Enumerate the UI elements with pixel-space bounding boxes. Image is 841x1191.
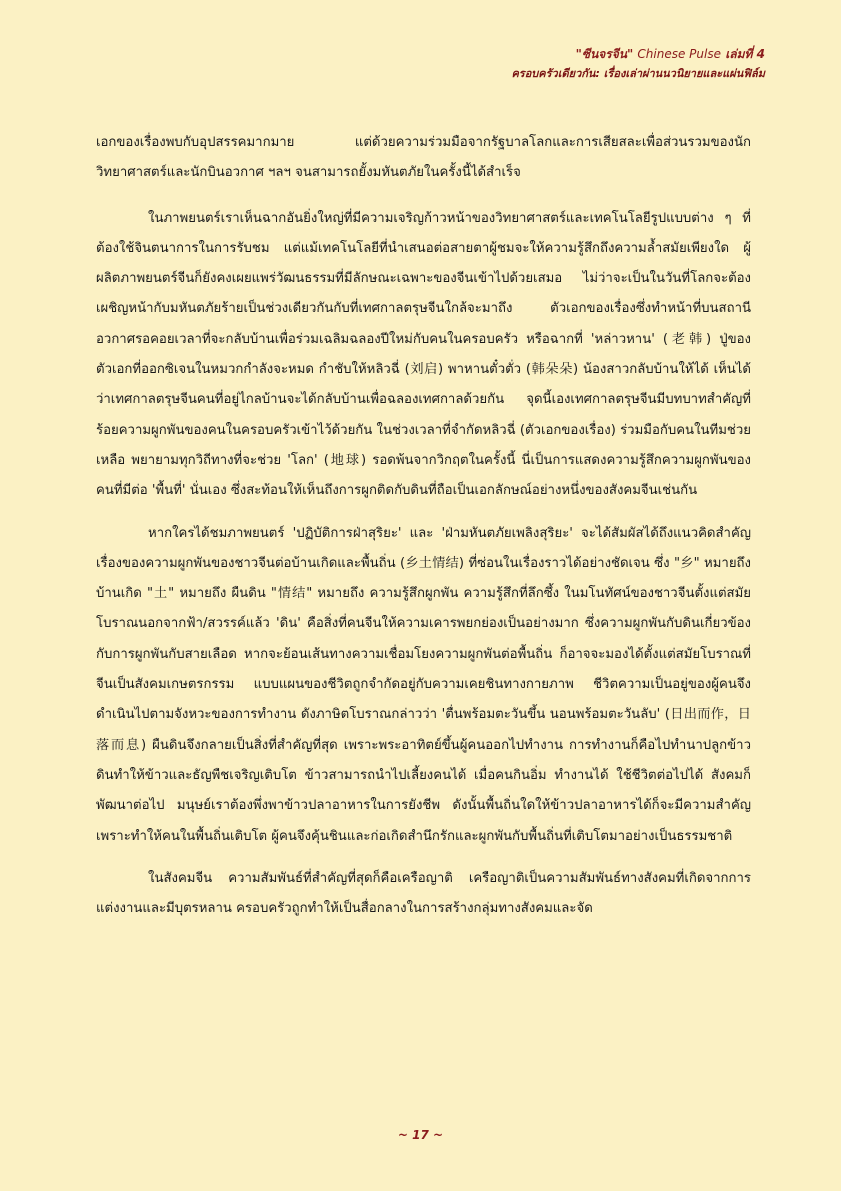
header-volume: เล่มที่ 4 [725,47,765,61]
paragraph-1: เอกของเรื่องพบกับอุปสรรคมากมาย แต่ด้วยความร่วมมือจากรัฐบาลโลกและการเสียสละเพื่อส่วนรวมของนักวิทยาศาสตร์และนักบินอวกาศ ฯลฯ จนสามารถยั้งมหันตภัยในครั้งนี้ได้สำเร็จ [96,135,751,181]
body-text [96,128,751,936]
running-header [511,44,765,84]
paragraph-3: หากใครได้ชมภาพยนตร์ 'ปฏิบัติการฝ่าสุริยะ' และ 'ฝ่ามหันตภัยเพลิงสุริยะ' จะได้สัมผัสได้ถึงแนวคิดสำคัญเรื่องของความผูกพันของชาวจีนต่อบ้านเกิดและพื้นถิ่น (乡土情结) ที่ซ่อนในเรื่องราวได้อย่างชัดเจน ซึ่ง "乡" หมายถึง บ้านเกิด "土" หมายถึง ผืนดิน "情结" หมายถึง ความรู้สึกผูกพัน ความรู้สึกที่ลึกซึ้ง ในมโนทัศน์ของชาวจีนตั้งแต่สมัยโบราณนอกจากฟ้า/สวรรค์แล้ว 'ดิน' คือสิ่งที่คนจีนให้ความเคารพยกย่องเป็นอย่างมาก ซึ่งความผูกพันกับดินเกี่ยวข้องกับการผูกพันกับสายเลือด หากจะย้อนเส้นทางความเชื่อมโยงความผูกพันต่อพื้นถิ่น ก็อาจจะมองได้ตั้งแต่สมัยโบราณที่จีนเป็นสังคมเกษตรกรรม แบบแผนของชีวิตถูกจำกัดอยู่กับความเคยชินทางกายภาพ ชีวิตความเป็นอยู่ของผู้คนจึงดำเนินไปตามจังหวะของการทำงาน ดังภาษิตโบราณกล่าวว่า 'ตื่นพร้อมตะวันขึ้น นอนพร้อมตะวันลับ' (日出而作，日落而息) ผืนดินจึงกลายเป็นสิ่งที่สำคัญที่สุด เพราะพระอาทิตย์ขึ้นผู้คนออกไปทำงาน การทำงานก็คือไปทำนาปลูกข้าว ดินทำให้ข้าวและธัญพืชเจริญเติบโต ข้าวสามารถนำไปเลี้ยงคนได้ เมื่อคนกินอิ่ม ทำงานได้ ใช้ชีวิตต่อไปได้ สังคมก็พัฒนาต่อไป มนุษย์เราต้องพึ่งพาข้าวปลาอาหารในการยังชีพ ดังนั้นพื้นถิ่นใดให้ข้าวปลาอาหารได้ก็จะมีความสำคัญ เพราะทำให้คนในพื้นถิ่นเติบโต ผู้คนจึงคุ้นชินและก่อเกิดสำนึกรักและผูกพันกับพื้นถิ่นที่เติบโตมาอย่างเป็นธรรมชาติ [96,525,751,844]
header-subtitle: ครอบครัวเดียวกัน: เรื่องเล่าผ่านนวนิยายและแผ่นฟิล์ม [511,67,765,80]
header-series-line [511,44,765,64]
header-series: "ซีนจรจีน" [575,47,634,61]
page-number: ~ 17 ~ [397,1128,444,1142]
paragraph-2: ในภาพยนตร์เราเห็นฉากอันยิ่งใหญ่ที่มีความเจริญก้าวหน้าของวิทยาศาสตร์และเทคโนโลยีรูปแบบต่าง ๆ ที่ต้องใช้จินตนาการในการรับชม แต่แม้เทคโนโลยีที่นำเสนอต่อสายตาผู้ชมจะให้ความรู้สึกถึงความล้ำสมัยเพียงใด ผู้ผลิตภาพยนตร์จีนก็ยังคงเผยแพร่วัฒนธรรมที่มีลักษณะเฉพาะของจีนเข้าไปด้วยเสมอ ไม่ว่าจะเป็นในวันที่โลกจะต้องเผชิญหน้ากับมหันตภัยร้ายเป็นช่วงเดียวกันกับที่เทศกาลตรุษจีนใกล้จะมาถึง ตัวเอกของเรื่องซึ่งทำหน้าที่บนสถานีอวกาศรอคอยเวลาที่จะกลับบ้านเพื่อร่วมเฉลิมฉลองปีใหม่กับคนในครอบครัว หรือฉากที่ 'หล่าวหาน' (老韩) ปู่ของตัวเอกที่ออกซิเจนในหมวกกำลังจะหมด กำชับให้หลิวฉี่ (刘启) พาหานตั๋วตั่ว (韩朵朵) น้องสาวกลับบ้านให้ได้ เห็นได้ว่าเทศกาลตรุษจีนคนที่อยู่ไกลบ้านจะได้กลับบ้านเพื่อฉลองเทศกาลด้วยกัน จุดนี้เองเทศกาลตรุษจีนมีบทบาทสำคัญที่ร้อยความผูกพันของคนในครอบครัวเข้าไว้ด้วยกัน ในช่วงเวลาที่จำกัดหลิวฉี่ (ตัวเอกของเรื่อง) ร่วมมือกับคนในทีมช่วยเหลือ พยายามทุกวิถีทางที่จะช่วย 'โลก' (地球) รอดพ้นจากวิกฤตในครั้งนี้ นี่เป็นการแสดงความรู้สึกความผูกพันของคนที่มีต่อ 'พื้นที่' นั่นเอง ซึ่งสะท้อนให้เห็นถึงการผูกติดกับดินที่ถือเป็นเอกลักษณ์อย่างหนึ่งของสังคมจีนเช่นกัน [96,210,751,499]
header-series-en: Chinese Pulse [637,47,721,61]
paragraph-4: ในสังคมจีน ความสัมพันธ์ที่สำคัญที่สุดก็คือเครือญาติ เครือญาติเป็นความสัมพันธ์ทางสังคมที่เกิดจากการแต่งงานและมีบุตรหลาน ครอบครัวถูกทำให้เป็นสื่อกลางในการสร้างกลุ่มทางสังคมและจัด [96,870,751,917]
